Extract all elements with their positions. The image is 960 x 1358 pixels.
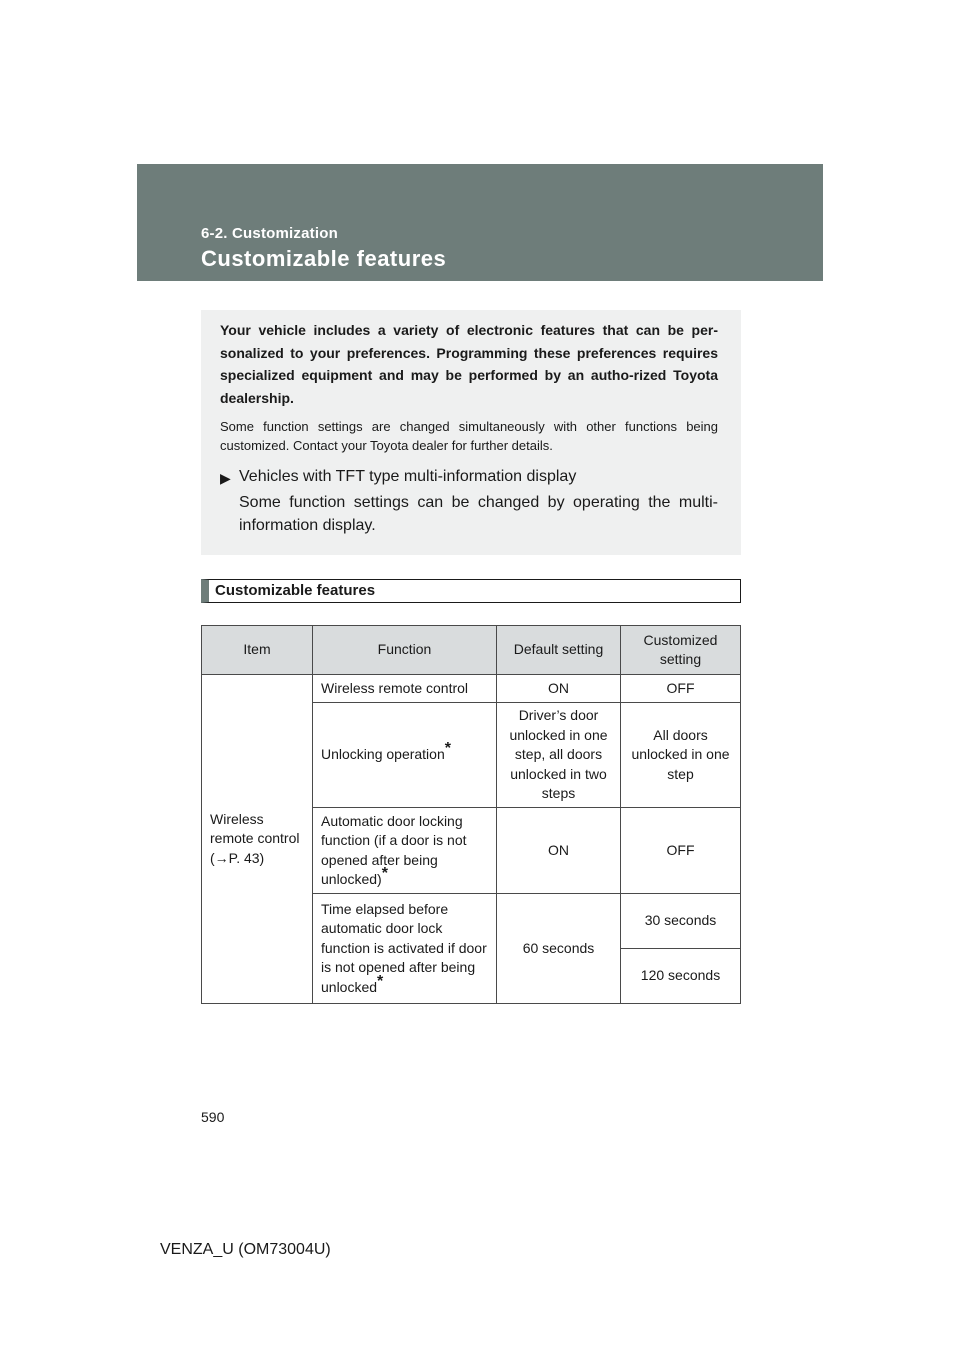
function-cell	[313, 894, 497, 1004]
function-text: Automatic door locking function (if a door is not opened after being unlocked)	[321, 812, 467, 887]
function-text: Time elapsed before automatic door lock function is activated if door is not opened after being unlocked	[321, 900, 487, 995]
table-header-row	[202, 626, 741, 675]
header-default: Default setting	[497, 626, 621, 675]
asterisk-mark: *	[444, 740, 451, 758]
item-page-ref: (→P. 43)	[210, 849, 265, 866]
default-cell: ON	[497, 808, 621, 894]
item-cell	[202, 675, 313, 1004]
section-label: 6-2. Customization	[201, 225, 338, 242]
intro-box	[201, 310, 741, 555]
right-triangle-bullet-icon: ▶	[220, 470, 231, 486]
intro-bold-text: Your vehicle includes a variety of electronic features that can be per-sonalized to your preferences. Programming these preferences requires specialized equipment and may be performed by an autho-rized Toyota dealership.	[220, 322, 718, 406]
header-function: Function	[313, 626, 497, 675]
asterisk-mark: *	[381, 865, 388, 882]
function-cell: Wireless remote control	[313, 675, 497, 703]
bullet-heading: Vehicles with TFT type multi-information display	[239, 468, 577, 485]
asterisk-mark: *	[377, 972, 384, 990]
default-cell: ON	[497, 675, 621, 703]
header-band	[137, 164, 823, 281]
bullet-body: Some function settings can be changed by operating the multi-information display.	[239, 494, 718, 534]
customized-cell: All doors unlocked in one step	[621, 703, 741, 808]
customized-cell: OFF	[621, 675, 741, 703]
customized-cell: 120 seconds	[621, 949, 741, 1004]
page-title: Customizable features	[201, 246, 447, 271]
subsection-title: Customizable features	[215, 582, 376, 599]
intro-note-text: Some function settings are changed simultaneously with other functions being customized. Contact your Toyota dealer for further details.	[220, 419, 718, 453]
customized-cell: 30 seconds	[621, 894, 741, 949]
footer-doc-code: VENZA_U (OM73004U)	[160, 1241, 331, 1258]
page-number: 590	[201, 1109, 225, 1125]
header-item: Item	[202, 626, 313, 675]
item-label: Wireless remote control	[210, 810, 300, 847]
default-cell: 60 seconds	[497, 894, 621, 1004]
function-cell	[313, 808, 497, 894]
header-customized: Customized setting	[621, 626, 741, 675]
customized-cell: OFF	[621, 808, 741, 894]
function-text: Unlocking operation	[321, 746, 445, 763]
bullet-line	[220, 466, 718, 489]
subsection-bar	[201, 579, 741, 603]
function-cell	[313, 703, 497, 808]
table-row	[202, 675, 741, 703]
default-cell: Driver’s door unlocked in one step, all doors unlocked in two steps	[497, 703, 621, 808]
features-table	[201, 625, 741, 1004]
